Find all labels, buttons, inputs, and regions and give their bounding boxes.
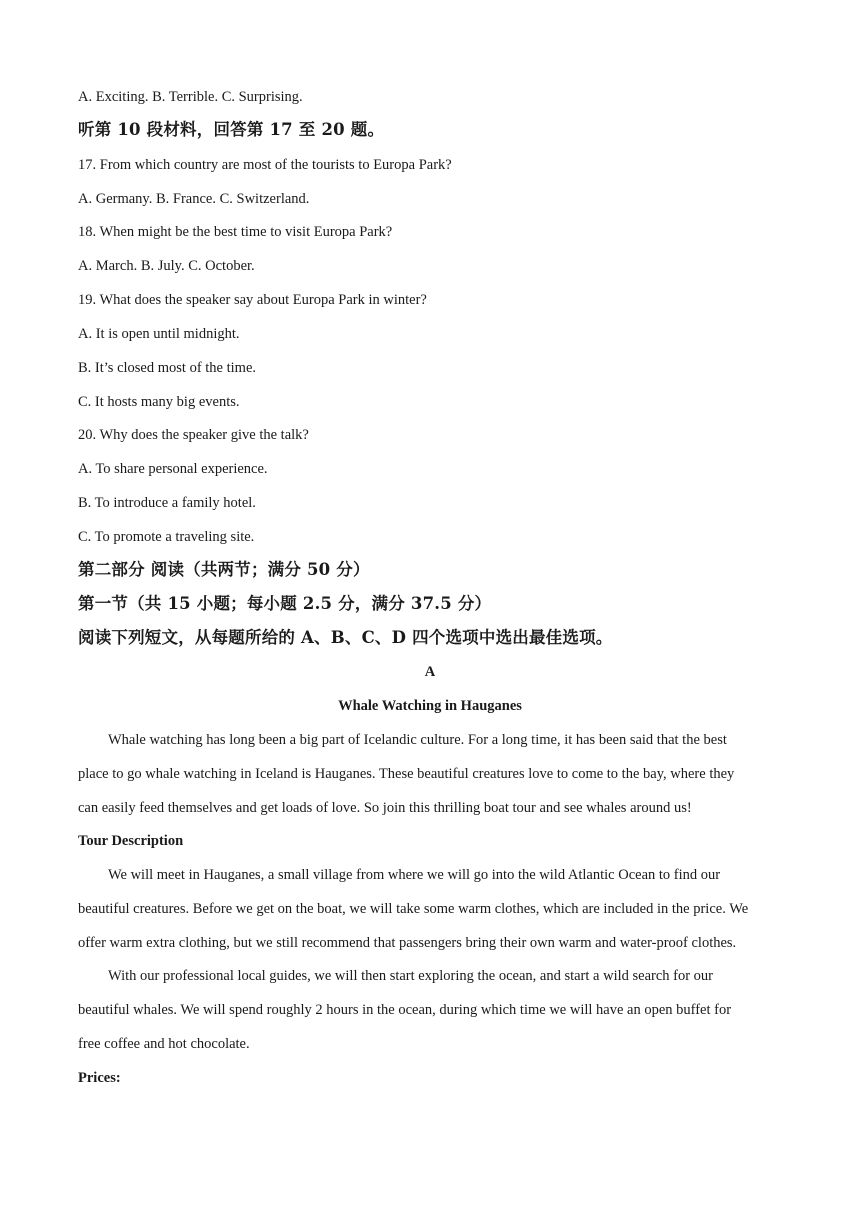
part-two-heading: 第二部分 阅读（共两节；满分 50 分） — [78, 560, 370, 579]
question-20-option-c: C. To promote a traveling site. — [78, 529, 255, 545]
paragraph-3-line-3: free coffee and hot chocolate. — [78, 1036, 250, 1052]
question-17-options: A. Germany. B. France. C. Switzerland. — [78, 191, 310, 207]
paragraph-1-line-2: place to go whale watching in Iceland is Hauganes. These beautiful creatures love to come to the bay, where they — [78, 766, 735, 782]
section-one-heading: 第一节（共 15 小题；每小题 2.5 分，满分 37.5 分） — [78, 594, 492, 613]
question-19-option-a: A. It is open until midnight. — [78, 326, 240, 342]
passage-label: A — [424, 664, 436, 680]
paragraph-1-line-3: can easily feed themselves and get loads of love. So join this thrilling boat tour and see whales around us! — [78, 800, 692, 816]
paragraph-3-line-2: beautiful whales. We will spend roughly 2 hours in the ocean, during which time we will have an open buffet for — [78, 1002, 732, 1018]
paragraph-2-line-3: offer warm extra clothing, but we still recommend that passengers bring their own warm and water-proof clothes. — [78, 935, 737, 951]
passage-title: Whale Watching in Hauganes — [338, 698, 522, 714]
tour-description-heading: Tour Description — [78, 833, 184, 849]
question-19: 19. What does the speaker say about Europa Park in winter? — [78, 292, 427, 308]
question-20: 20. Why does the speaker give the talk? — [78, 427, 309, 443]
question-18: 18. When might be the best time to visit Europa Park? — [78, 224, 393, 240]
question-17: 17. From which country are most of the tourists to Europa Park? — [78, 157, 452, 173]
paragraph-2-line-1: We will meet in Hauganes, a small village from where we will go into the wild Atlantic Ocean to find our — [108, 867, 721, 883]
paragraph-2-line-2: beautiful creatures. Before we get on the boat, we will take some warm clothes, which are included in the price. We — [78, 901, 749, 917]
section-10-instruction: 听第 10 段材料，回答第 17 至 20 题。 — [78, 120, 385, 139]
question-19-option-b: B. It’s closed most of the time. — [78, 360, 257, 376]
question-20-option-b: B. To introduce a family hotel. — [78, 495, 256, 511]
question-18-options: A. March. B. July. C. October. — [78, 258, 255, 274]
question-19-option-c: C. It hosts many big events. — [78, 394, 240, 410]
question-20-option-a: A. To share personal experience. — [78, 461, 268, 477]
question-16-options: A. Exciting. B. Terrible. C. Surprising. — [78, 89, 303, 105]
prices-heading: Prices: — [78, 1070, 121, 1086]
reading-instruction: 阅读下列短文，从每题所给的 A、B、C、D 四个选项中选出最佳选项。 — [78, 628, 613, 647]
paragraph-1-line-1: Whale watching has long been a big part of Icelandic culture. For a long time, it has been said that the best — [108, 732, 727, 748]
paragraph-3-line-1: With our professional local guides, we will then start exploring the ocean, and start a wild search for our — [108, 968, 714, 984]
